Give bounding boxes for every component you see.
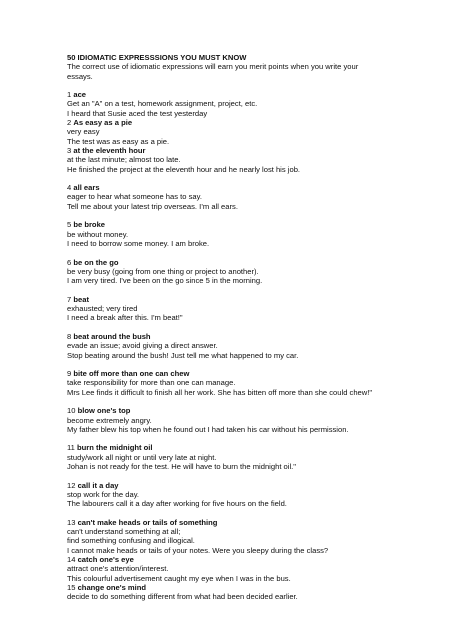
idiom-definition: can't understand something at all;: [67, 527, 181, 537]
idiom-definition: be without money.: [67, 229, 129, 239]
idiom-example: Mrs Lee finds it difficult to finish all her work. She has bitten off more than she could chew!": [67, 387, 373, 397]
idiom-example: I am very tired. I've been on the go since 5 in the morning.: [67, 276, 263, 286]
idiom-heading: [67, 332, 445, 341]
idiom-heading: [67, 518, 445, 527]
idiom-number: 9: [67, 369, 72, 379]
idiom-entry: [67, 90, 445, 118]
idiom-entry: [67, 518, 445, 555]
idiom-heading: [67, 369, 445, 378]
idiom-entry: [67, 406, 445, 434]
idiom-heading: [67, 481, 445, 490]
idiom-example: I need a break after this. I'm beat!": [67, 313, 183, 323]
idiom-definition: study/work all night or until very late at night.: [67, 452, 217, 462]
idiom-entry: [67, 369, 445, 397]
idiom-number: 11: [67, 443, 75, 453]
idiom-example: Stop beating around the bush! Just tell me what happened to my car.: [67, 350, 299, 360]
idiom-entry: [67, 481, 445, 509]
idiom-heading: [67, 146, 445, 155]
idiom-number: 10: [67, 406, 76, 416]
idiom-definition: stop work for the day.: [67, 489, 140, 499]
idiom-example: I heard that Susie aced the test yesterday: [67, 108, 208, 118]
idiom-number: 14: [67, 555, 76, 565]
idiom-definition: very easy: [67, 127, 100, 137]
idiom-definition: decide to do something different from what had been decided earlier.: [67, 592, 298, 602]
idiom-entry: [67, 555, 445, 583]
idiom-entry: [67, 118, 445, 146]
idiom-phrase: be broke: [73, 220, 106, 230]
document-page: [67, 53, 445, 602]
idiom-example: I need to borrow some money. I am broke.: [67, 238, 210, 248]
idiom-phrase: beat: [73, 294, 89, 304]
idiom-heading: [67, 555, 445, 564]
idiom-phrase: catch one's eye: [77, 555, 134, 565]
idiom-definition: take responsibility for more than one can manage.: [67, 378, 236, 388]
idiom-number: 7: [67, 294, 72, 304]
idiom-number: 3: [67, 145, 72, 155]
idiom-phrase: be on the go: [73, 257, 119, 267]
document-title: 50 IDIOMATIC EXPRESSSIONS YOU MUST KNOW: [67, 53, 247, 62]
idiom-entry: [67, 258, 445, 286]
idiom-number: 12: [67, 480, 76, 490]
idiom-heading: [67, 443, 445, 452]
idiom-entry: [67, 146, 445, 174]
idiom-heading: [67, 258, 445, 267]
idiom-entry: [67, 183, 445, 211]
idiom-number: 1: [67, 90, 72, 100]
idiom-list: [67, 90, 445, 601]
idiom-phrase: at the eleventh hour: [73, 145, 146, 155]
idiom-heading: [67, 220, 445, 229]
idiom-example: The labourers call it a day after working for five hours on the field.: [67, 499, 287, 509]
idiom-heading: [67, 90, 445, 99]
idiom-definition: at the last minute; almost too late.: [67, 155, 181, 165]
idiom-phrase: burn the midnight oil: [77, 443, 153, 453]
idiom-heading: [67, 406, 445, 415]
idiom-entry: [67, 332, 445, 360]
idiom-number: 2: [67, 118, 72, 128]
idiom-definition: Get an "A" on a test, homework assignment, project, etc.: [67, 99, 258, 109]
idiom-definition: attract one's attention/interest.: [67, 564, 169, 574]
idiom-example: The test was as easy as a pie.: [67, 136, 170, 146]
idiom-entry: [67, 295, 445, 323]
idiom-example: I cannot make heads or tails of your notes. Were you sleepy during the class?: [67, 545, 329, 555]
idiom-phrase: ace: [73, 90, 87, 100]
idiom-phrase: change one's mind: [77, 582, 147, 592]
intro-text-line-1: The correct use of idiomatic expressions will earn you merit points when you write your: [67, 62, 359, 72]
idiom-definition: evade an issue; avoid giving a direct answer.: [67, 341, 218, 351]
idiom-entry: [67, 443, 445, 471]
idiom-number: 8: [67, 331, 72, 341]
idiom-definition: eager to hear what someone has to say.: [67, 192, 202, 202]
idiom-example: My father blew his top when he found out I had taken his car without his permission.: [67, 424, 349, 434]
idiom-phrase: can't make heads or tails of something: [77, 517, 218, 527]
idiom-example: Johan is not ready for the test. He will have to burn the midnight oil.": [67, 462, 296, 472]
intro-text-line-2: essays.: [67, 71, 93, 81]
idiom-entry: [67, 583, 445, 602]
idiom-example: This colourful advertisement caught my eye when I was in the bus.: [67, 573, 291, 583]
idiom-entry: [67, 220, 445, 248]
idiom-phrase: bite off more than one can chew: [73, 369, 190, 379]
idiom-example: Tell me about your latest trip overseas. I’m all ears.: [67, 201, 238, 211]
idiom-number: 6: [67, 257, 72, 267]
idiom-definition: exhausted; very tired: [67, 304, 138, 314]
idiom-phrase: all ears: [73, 183, 100, 193]
idiom-example: He finished the project at the eleventh hour and he nearly lost his job.: [67, 164, 301, 174]
idiom-phrase: beat around the bush: [73, 331, 151, 341]
idiom-number: 13: [67, 517, 76, 527]
idiom-heading: [67, 295, 445, 304]
idiom-definition: become extremely angry.: [67, 415, 152, 425]
idiom-heading: [67, 183, 445, 192]
idiom-heading: [67, 583, 445, 592]
idiom-number: 15: [67, 582, 76, 592]
idiom-number: 5: [67, 220, 72, 230]
idiom-definition: be very busy (going from one thing or project to another).: [67, 266, 259, 276]
idiom-heading: [67, 118, 445, 127]
idiom-number: 4: [67, 183, 72, 193]
idiom-phrase: call it a day: [77, 480, 119, 490]
idiom-phrase: As easy as a pie: [73, 118, 133, 128]
idiom-example: find something confusing and illogical.: [67, 536, 195, 546]
idiom-phrase: blow one's top: [77, 406, 131, 416]
